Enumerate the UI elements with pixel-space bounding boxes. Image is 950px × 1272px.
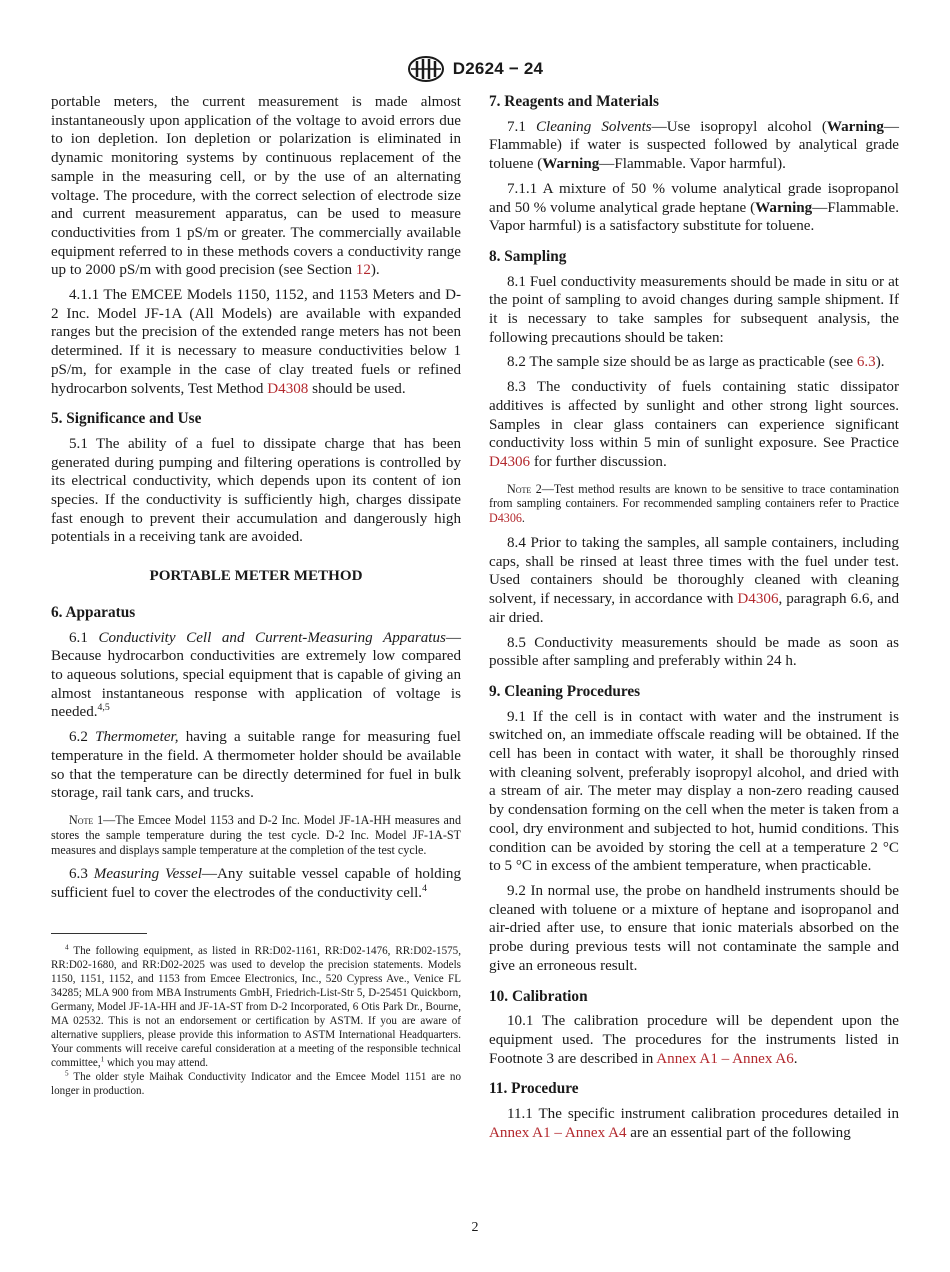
- paragraph-10-1: [489, 1012, 899, 1068]
- note-label: Note: [507, 481, 532, 496]
- text: 8.3 The conductivity of fuels containing static dissipator additives is affected by sunlight and other strong light sources. Samples in clear glass containers can experience significant conductivity loss within 5 min of sunlight exposure. See Practice: [489, 379, 899, 452]
- text: which you may attend.: [104, 1056, 209, 1069]
- text: for further discussion.: [530, 453, 667, 470]
- section-5-heading: 5. Significance and Use: [51, 410, 202, 428]
- footnote-ref[interactable]: 4,5: [97, 702, 110, 714]
- section-12-link[interactable]: 12: [355, 262, 371, 279]
- paragraph-9-1: 9.1 If the cell is in contact with water and the instrument is switched on, an immediate offscale reading will be obtained. If the cell has been in contact with water, it shall be thoroughly rinsed with cleaning solvent, preferably isopropyl alcohol, and dried with a stream of air. The meter may display a non-zero reading caused by condensation forming on the cell when the meter is taken from a cool, dry environment and subjected to hot, humid conditions. This condition can be avoided by storing the cell at a temperature 2 °C to 5 °C in excess of the ambient temperature, when practicable.: [489, 708, 899, 875]
- text: 7.1.1 A mixture of 50 % volume analytical grade isopropanol and 50 % volume analytical grade heptane (: [489, 180, 899, 216]
- text: 4.1.1 The EMCEE Models 1150, 1152, and 1153 Meters and D-2 Inc. Model JF-1A (All Models) are available with expanded ranges but the precision of the extended range meters has not been determined. If it is necessary to measure conductivities below 1 pS/m, for example in the case of clay treated fuels or refined hydrocarbon solvents, Test Method: [51, 287, 461, 397]
- text: 6.1: [69, 629, 99, 646]
- footnote-marker: 4: [65, 943, 69, 952]
- section-9-heading: 9. Cleaning Procedures: [489, 682, 641, 700]
- paragraph-5-1: 5.1 The ability of a fuel to dissipate charge that has been generated during pumping and filtering operations is controlled by its electrical conductivity, which depends upon its content of ion species. If the conductivity is sufficiently high, charges dissipate fast enough to prevent their accumulation and dangerously high potentials in a receiving tank are avoided.: [51, 435, 461, 546]
- text: .: [521, 511, 525, 526]
- paragraph-7-1: [489, 118, 899, 174]
- text: ).: [370, 262, 380, 279]
- text: portable meters, the current measurement is made almost instantaneously upon application of the voltage to avoid errors due to ion depletion. Ion depletion or polarization is eliminated in dynamic monitoring systems by continuous replacement of the sample in the measuring cell, or by the use of an alternating voltage. The procedure, with the correct selection of electrode size and current measurement apparatus, can be used to measure conductivities from 1 pS/m or greater. The commercially available equipment referred to in these methods covers a conductivity range up to 2000 pS/m with good precision (see Section: [51, 94, 461, 279]
- d4306-link[interactable]: D4306: [737, 591, 779, 608]
- text: —Flammable. Vapor harmful) is a satisfactory substitute for toluene.: [489, 199, 899, 235]
- footnote-marker: 5: [65, 1069, 69, 1078]
- section-8-heading: 8. Sampling: [489, 247, 567, 265]
- note-2: [489, 482, 899, 526]
- italic-title: Thermometer,: [95, 729, 179, 746]
- paragraph-7-1-1: [489, 180, 899, 236]
- footnote-ref[interactable]: 4: [422, 882, 427, 894]
- note-1: [51, 813, 461, 857]
- text: —Use isopropyl alcohol (: [651, 118, 827, 135]
- annex-a1-a6-link[interactable]: Annex A1 – Annex A6: [656, 1050, 794, 1067]
- text: The older style Maihak Conductivity Indicator and the Emcee Model 1151 are no longer in production.: [51, 1070, 461, 1097]
- document-id: D2624 − 24: [452, 59, 544, 78]
- paragraph-11-1: [489, 1105, 899, 1142]
- text: ).: [875, 354, 885, 371]
- d4308-link[interactable]: D4308: [267, 380, 309, 397]
- warning-label: Warning: [826, 118, 884, 135]
- text: —Flammable) if water is suspected followed by analytical grade toluene (: [489, 118, 899, 173]
- text: 7.1: [507, 118, 536, 135]
- page-number: 2: [471, 1220, 479, 1235]
- method-title: PORTABLE METER METHOD: [149, 568, 363, 585]
- d4306-link[interactable]: D4306: [489, 511, 522, 526]
- footnote-ref[interactable]: 1: [100, 1055, 105, 1064]
- warning-label: Warning: [755, 199, 813, 216]
- section-6-heading: 6. Apparatus: [51, 603, 136, 621]
- paragraph-6-2: [51, 728, 461, 803]
- italic-title: Measuring Vessel: [93, 866, 202, 883]
- text: 10.1 The calibration procedure will be dependent upon the equipment used. The procedures for the instruments listed in Footnote 3 are described in: [489, 1013, 899, 1067]
- text: should be used.: [308, 380, 406, 397]
- text: 6.2: [69, 729, 96, 746]
- warning-label: Warning: [542, 156, 600, 173]
- page-header: [0, 54, 950, 84]
- paragraph-8-3: [489, 378, 899, 472]
- text: 1—The Emcee Model 1153 and D-2 Inc. Model JF-1A-HH measures and stores the sample temperature during the test cycle. D-2 Inc. Model JF-1A-ST measures and displays sample temperature at the completion of the test cycle.: [51, 812, 461, 857]
- text: .: [793, 1050, 798, 1067]
- text: are an essential part of the following: [626, 1124, 851, 1141]
- paragraph-9-2: 9.2 In normal use, the probe on handheld instruments should be cleaned with toluene or a mixture of heptane and isopropanol and air-dried after use, to ensure that ionic materials absorbed on the probe during previous tests will not contaminate the sample and give an erroneous result.: [489, 883, 899, 974]
- paragraph-intro: [51, 93, 461, 280]
- astm-logo-icon: [407, 55, 445, 83]
- text: 6.3: [69, 866, 94, 883]
- annex-a1-a4-link[interactable]: Annex A1 – Annex A4: [489, 1124, 627, 1141]
- left-column: [51, 93, 461, 1098]
- text: 2—Test method results are known to be sensitive to trace contamination from sampling containers. For recommended sampling containers refer to Practice: [489, 481, 899, 511]
- note-label: Note: [69, 812, 94, 827]
- text: —Flammable. Vapor harmful).: [599, 156, 786, 173]
- paragraph-6-3: [51, 865, 461, 902]
- text: having a suitable range for measuring fuel temperature in the field. A thermometer holder should be available so that the temperature can be directly determined for fuel in bulk storage, rail tank cars, and trucks.: [51, 729, 461, 802]
- paragraph-6-1: [51, 629, 461, 723]
- italic-title: Cleaning Solvents: [535, 118, 652, 135]
- text: 11.1 The specific instrument calibration procedures detailed in: [507, 1106, 899, 1123]
- paragraph-4-1-1: [51, 286, 461, 398]
- d4306-link[interactable]: D4306: [489, 453, 531, 470]
- section-10-heading: 10. Calibration: [489, 987, 588, 1005]
- footnote-4: [51, 944, 461, 1070]
- text: —Because hydrocarbon conductivities are extremely low compared to aqueous solutions, special equipment that is capable of giving an almost instantaneous response with application of voltage is needed.: [51, 629, 462, 721]
- section-6-3-link[interactable]: 6.3: [856, 354, 876, 371]
- section-7-heading: 7. Reagents and Materials: [489, 93, 659, 110]
- text: 8.4 Prior to taking the samples, all sample containers, including caps, shall be rinsed at least three times with the fuel under test. Used containers should be thoroughly cleaned with cleaning solvent, if necessary, in accordance with: [489, 535, 899, 608]
- section-11-heading: 11. Procedure: [489, 1080, 579, 1098]
- paragraph-8-5: 8.5 Conductivity measurements should be made as soon as possible after sampling and preferably within 24 h.: [489, 634, 899, 670]
- right-column: [489, 93, 899, 1148]
- text: , paragraph 6.6, and air dried.: [489, 591, 899, 626]
- text: The following equipment, as listed in RR:D02-1161, RR:D02-1476, RR:D02-1575, RR:D02-1680, and RR:D02-2025 was used to develop the precision statements. Models 1150, 1151, 1152, and 1153 from Emcee Electronics, Inc., 520 Cypress Ave., Venice FL 34285; MLA 900 from MBA Instruments GmbH, Friedrich-List-Str 5, D-25451 Quickborn, Germany, Model JF-1A-HH and JF-1A-ST from D-2 Incorporated, 6 Otis Park Dr., Bourne, MA 02532. This is not an endorsement or certification by ASTM. If you are aware of alternative suppliers, please provide this information to ASTM International Headquarters. Your comments will receive careful consideration at a meeting of the responsible technical committee,: [51, 944, 461, 1069]
- paragraph-8-1: 8.1 Fuel conductivity measurements should be made in situ or at the point of sampling to avoid changes during sample shipment. If it is necessary to take samples for subsequent analysis, the following precautions should be taken:: [489, 273, 899, 346]
- text: 8.2 The sample size should be as large as practicable (see: [507, 354, 857, 371]
- italic-title: Conductivity Cell and Current-Measuring Apparatus: [98, 629, 446, 646]
- text: —Any suitable vessel capable of holding sufficient fuel to cover the electrodes of the conductivity cell.: [51, 866, 462, 901]
- footnote-5: [51, 1070, 461, 1098]
- paragraph-8-4: [489, 534, 899, 628]
- footnote-divider: [51, 933, 147, 934]
- paragraph-8-2: [489, 353, 899, 372]
